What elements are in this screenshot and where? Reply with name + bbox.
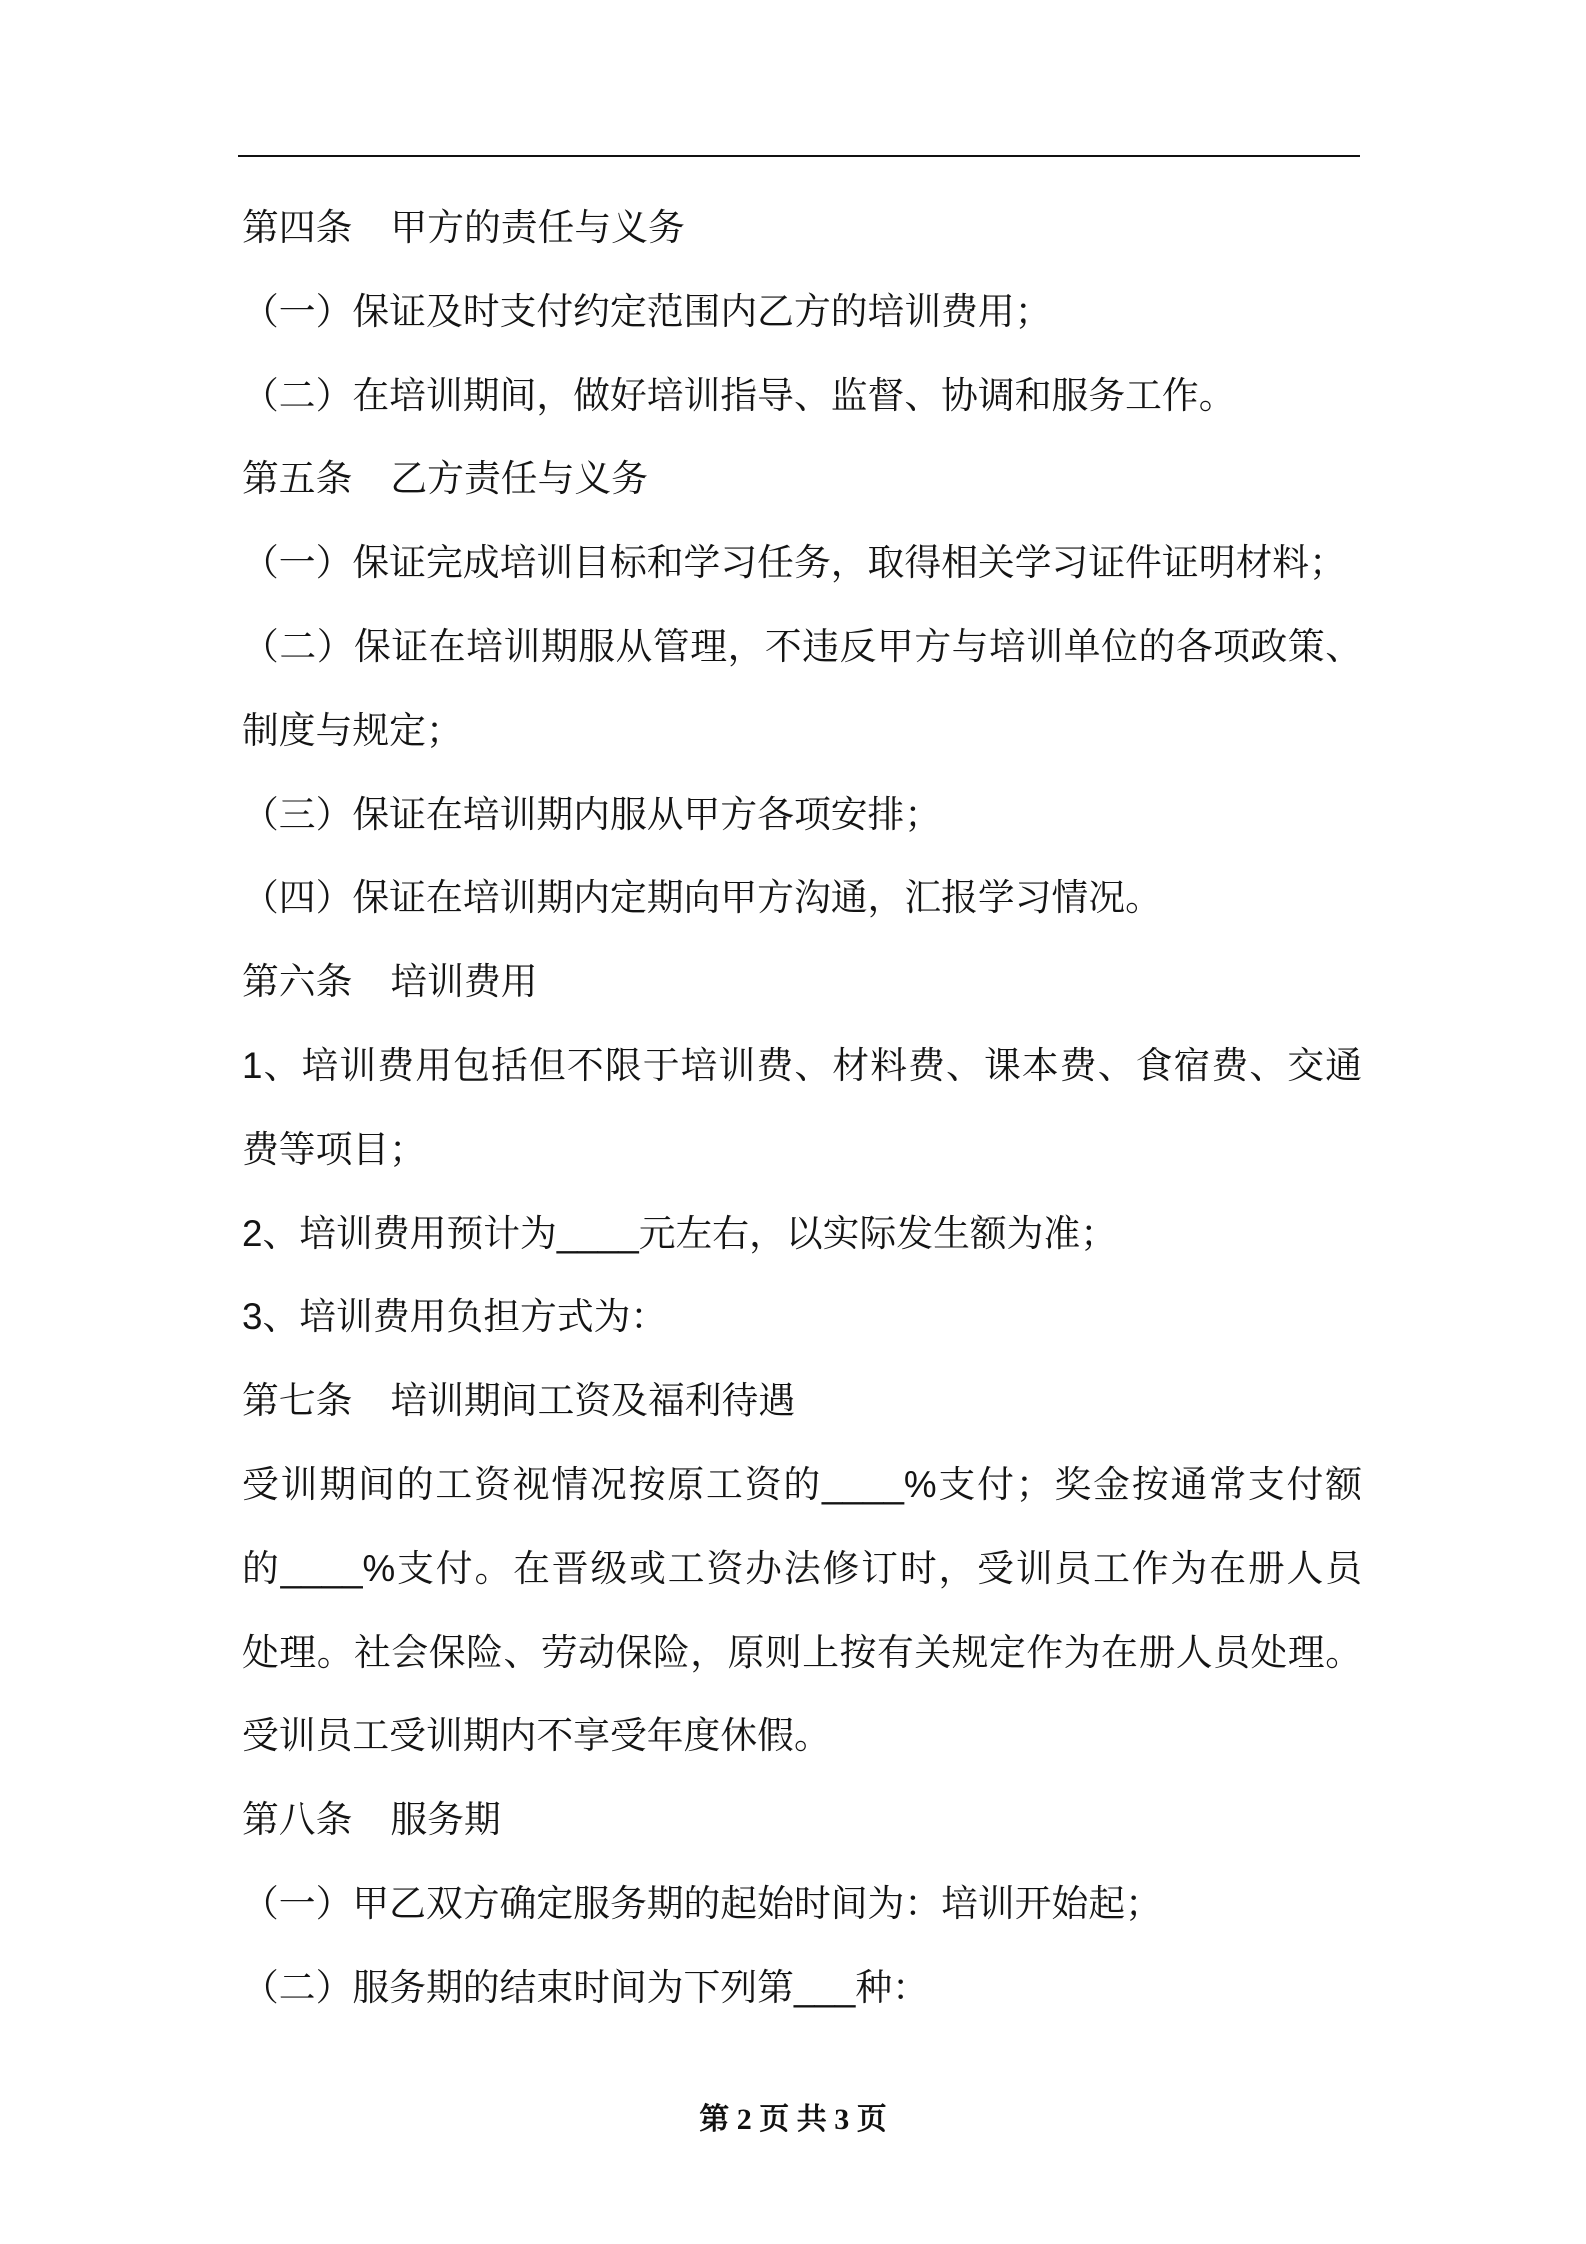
clause-line: （二）服务期的结束时间为下列第___种：: [242, 1966, 929, 2008]
article-title: 乙方责任与义务: [390, 458, 648, 500]
clause-line: （二）在培训期间，做好培训指导、监督、协调和服务工作。: [242, 374, 1236, 416]
clause-line: 处理。社会保险、劳动保险，原则上按有关规定作为在册人员处理。: [242, 1631, 1362, 1673]
article-title: 培训费用: [390, 961, 538, 1003]
clause-line: 的____%支付。在晋级或工资办法修订时，受训员工作为在册人员: [242, 1547, 1362, 1589]
clause-line: （一）保证完成培训目标和学习任务，取得相关学习证件证明材料；: [242, 542, 1346, 584]
clause-line: 费等项目；: [242, 1128, 426, 1170]
clause-line: （二）保证在培训期服从管理，不违反甲方与培训单位的各项政策、: [242, 625, 1362, 667]
clause-line: 2、培训费用预计为____元左右，以实际发生额为准；: [242, 1212, 1118, 1254]
clause-line: （一）甲乙双方确定服务期的起始时间为：培训开始起；: [242, 1882, 1162, 1924]
article-number: 第八条: [242, 1799, 353, 1841]
article-title: 甲方的责任与义务: [390, 207, 685, 248]
article-title: 培训期间工资及福利待遇: [390, 1380, 796, 1422]
article-heading: [242, 437, 1362, 521]
clause-line: （四）保证在培训期内定期向甲方沟通，汇报学习情况。: [242, 877, 1162, 919]
clause-line: 制度与规定；: [242, 709, 463, 751]
article-number: 第七条: [242, 1380, 353, 1422]
clause-line: （一）保证及时支付约定范围内乙方的培训费用；: [242, 290, 1052, 332]
article-heading: [242, 186, 1362, 270]
header-rule: [238, 155, 1360, 157]
article-number: 第六条: [242, 961, 353, 1003]
clause-line: 受训期间的工资视情况按原工资的____%支付；奖金按通常支付额: [242, 1463, 1362, 1505]
page-number-footer: 第 2 页 共 3 页: [699, 2103, 887, 2136]
article-number: 第四条: [242, 207, 353, 248]
clause-line: 1、培训费用包括但不限于培训费、材料费、课本费、食宿费、交通: [242, 1044, 1362, 1086]
article-heading: [242, 940, 1362, 1024]
article-heading: [242, 1778, 1362, 1862]
article-title: 服务期: [390, 1799, 501, 1841]
clause-line: 3、培训费用负担方式为：: [242, 1296, 668, 1338]
document-body: [242, 186, 1362, 2030]
clause-line: 受训员工受训期内不享受年度休假。: [242, 1715, 831, 1757]
clause-line: （三）保证在培训期内服从甲方各项安排；: [242, 793, 942, 835]
article-heading: [242, 1359, 1362, 1443]
article-number: 第五条: [242, 458, 353, 500]
